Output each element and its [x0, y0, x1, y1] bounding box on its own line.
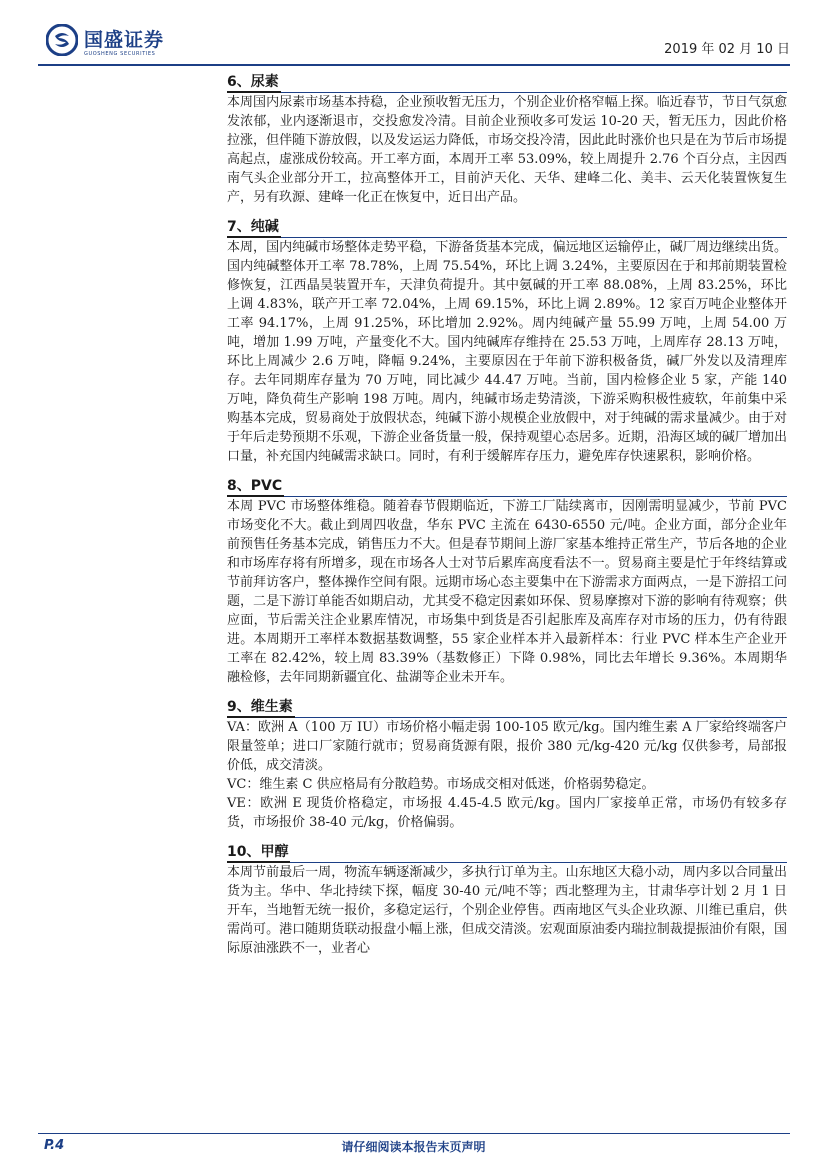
- section-title: 7、纯碱: [227, 217, 787, 237]
- logo-subtext: GUOSHENG SECURITIES: [84, 51, 156, 57]
- logo-text: 国盛证券: [84, 29, 165, 51]
- header-rule: [38, 64, 790, 66]
- logo-icon: [46, 24, 78, 56]
- section-body: 本周国内尿素市场基本持稳，企业预收暂无压力，个别企业价格窄幅上探。临近春节，节日气氛愈发浓郁，业内逐渐退市，交投愈发冷清。目前企业预收多可发运 10-20 天，暂无压力，因此价格拉涨，但伴随下游放假，以及发运运力降低，市场交投冷清，因此此时涨价也只是在为节后市场提高起点，虚涨成份较高。开工率方面，本周开工率 53.09%，较上周提升 2.76 个百分点，主因西南气头企业部分开工，拉高整体开工，目前泸天化、天华、建峰二化、美丰、云天化装置恢复生产，另有玖源、建峰一化正在恢复中，近日出产品。: [227, 95, 787, 205]
- report-date: 2019 年 02 月 10 日: [664, 42, 790, 57]
- section-body: 本周 PVC 市场整体维稳。随着春节假期临近，下游工厂陆续离市，因刚需明显减少，节前 PVC 市场变化不大。截止到周四收盘，华东 PVC 主流在 6430-6550 元/吨。企业方面，部分企业年前预售任务基本完成，销售压力不大。但是春节期间上游厂家基本维持正常生产，节后各地的企业和市场库存将有所增多，现在市场各人士对节后累库高度看法不一。贸易商主要是忙于年终结算或节前拜访客户，整体操作空间有限。远期市场心态主要集中在下游需求方面两点，一是下游招工问题，二是下游订单能否如期启动，尤其受不稳定因素如环保、贸易摩擦对下游的影响有待观察；供应面，节后需关注企业累库情况，市场集中到货是否引起胀库及高库存对市场的压力，仍有待跟进。本周期开工率样本数据基数调整，55 家企业样本并入最新样本：行业 PVC 样本生产企业开工率在 82.42%，较上周 83.39%（基数修正）下降 0.98%，同比去年增长 9.36%。本周期华融检修，去年同期新疆宜化、盐湖等企业未开车。: [227, 499, 787, 685]
- section-methanol: [227, 842, 787, 958]
- page-number: P.4: [44, 1138, 65, 1153]
- section-body-va: VA：欧洲 A（100 万 IU）市场价格小幅走弱 100-105 欧元/kg。国内维生素 A 厂家给终端客户限量签单；进口厂家随行就市；贸易商货源有限，报价 380 元/kg-420 元/kg 仅供参考，局部报价低，成交清淡。: [227, 720, 787, 773]
- company-logo: [46, 24, 196, 64]
- section-vitamins: [227, 697, 787, 832]
- section-urea: [227, 72, 787, 207]
- section-title: 10、甲醇: [227, 842, 787, 862]
- section-body-vc: VC：维生素 C 供应格局有分散趋势。市场成交相对低迷，价格弱势稳定。: [227, 777, 655, 792]
- section-soda-ash: [227, 217, 787, 466]
- report-content: [227, 72, 787, 968]
- disclaimer-note: 请仔细阅读本报告末页声明: [341, 1140, 486, 1154]
- section-title: 9、维生素: [227, 697, 787, 717]
- section-body-ve: VE：欧洲 E 现货价格稳定，市场报 4.45-4.5 欧元/kg。国内厂家接单正常，市场仍有较多存货，市场报价 38-40 元/kg，价格偏弱。: [227, 796, 787, 830]
- section-body: 本周节前最后一周，物流车辆逐渐减少，多执行订单为主。山东地区大稳小动，周内多以合同量出货为主。华中、华北持续下探，幅度 30-40 元/吨不等；西北整理为主，甘肃华亭计划 2 月 1 日开车，当地暂无统一报价，多稳定运行，个别企业停售。西南地区气头企业玖源、川维已重启，供需尚可。港口随期货联动报盘小幅上涨，但成交清淡。宏观面原油委内瑞拉制裁提振油价有限，国际原油涨跌不一，业者心: [227, 865, 787, 956]
- section-title: 6、尿素: [227, 72, 787, 92]
- section-title: 8、PVC: [227, 476, 787, 496]
- footer-rule: [38, 1133, 790, 1134]
- section-body: 本周，国内纯碱市场整体走势平稳，下游备货基本完成，偏远地区运输停止，碱厂周边继续出货。国内纯碱整体开工率 78.78%，上周 75.54%，环比上调 3.24%，主要原因在于和邦前期装置检修恢复，江西晶昊装置开车，天津负荷提升。其中氨碱的开工率 88.08%，上周 83.25%，环比上调 4.83%，联产开工率 72.04%，上周 69.15%，环比上调 2.89%。12 家百万吨企业整体开工率 94.17%，上周 91.25%，环比增加 2.92%。周内纯碱产量 55.99 万吨，上周 54.00 万吨，增加 1.99 万吨，产量变化不大。国内纯碱库存维持在 25.53 万吨，上周库存 28.13 万吨，环比上周减少 2.6 万吨，降幅 9.24%，主要原因在于年前下游积极备货，碱厂外发以及清理库存。去年同期库存量为 70 万吨，同比减少 44.47 万吨。当前，国内检修企业 5 家，产能 140 万吨，降负荷生产影响 198 万吨。周内，纯碱市场走势清淡，下游采购积极性疲软，年前集中采购基本完成，贸易商处于放假状态，纯碱下游小规模企业放假中，对于纯碱的需求量减少。由于对于年后走势预期不乐观，下游企业备货量一般，保持观望心态居多。近期，沿海区域的碱厂增加出口量，补充国内纯碱需求缺口。同时，有利于缓解库存压力，避免库存快速累积，影响价格。: [227, 240, 787, 464]
- page-header: [38, 22, 790, 68]
- section-pvc: [227, 476, 787, 687]
